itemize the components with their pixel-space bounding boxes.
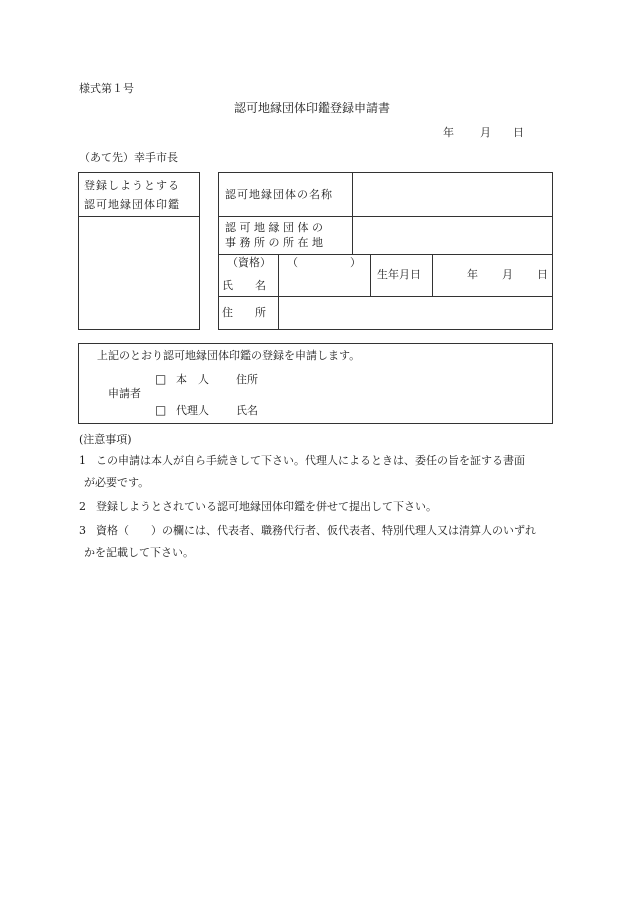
office-address-field[interactable] bbox=[353, 217, 552, 254]
addressee: （あて先）幸手市長 bbox=[79, 151, 178, 164]
note-2-line1: 登録しようとされている認可地縁団体印鑑を併せて提出して下さい。 bbox=[96, 500, 437, 513]
seal-label-line1: 登録しようとする bbox=[84, 179, 180, 192]
document-title: 認可地縁団体印鑑登録申請書 bbox=[234, 101, 391, 115]
person-name-field[interactable] bbox=[280, 272, 369, 295]
address-label: 住 所 bbox=[222, 306, 266, 319]
table-line-2 bbox=[218, 254, 553, 255]
note-1-number: 1 bbox=[79, 454, 86, 467]
person-name-label: 氏 名 bbox=[222, 279, 266, 292]
checkbox-self[interactable]: □ bbox=[155, 372, 167, 386]
applicant-name-label: 氏名 bbox=[236, 404, 258, 417]
qualification-field[interactable] bbox=[298, 256, 346, 270]
seal-stamp-area[interactable] bbox=[79, 217, 199, 329]
option-self-label: 本 人 bbox=[176, 373, 209, 386]
birth-year-label: 年 bbox=[467, 268, 478, 281]
office-label-line2: 事 務 所 の 所 在 地 bbox=[225, 236, 323, 249]
notes-heading: (注意事項) bbox=[79, 433, 132, 446]
qualification-paren-close: ） bbox=[350, 256, 361, 269]
note-3-line2: かを記載して下さい。 bbox=[84, 546, 194, 559]
note-3-number: 3 bbox=[79, 524, 86, 537]
group-name-field[interactable] bbox=[353, 173, 552, 216]
group-name-label: 認可地縁団体の名称 bbox=[225, 188, 333, 201]
table-vline-person bbox=[278, 254, 279, 330]
applicant-address-label: 住所 bbox=[236, 373, 258, 386]
option-agent-label: 代理人 bbox=[176, 404, 209, 417]
qualification-paren-open: （ bbox=[287, 256, 298, 269]
table-vline-birth-value bbox=[432, 254, 433, 296]
qualification-label: （資格） bbox=[227, 256, 271, 269]
address-field[interactable] bbox=[280, 298, 552, 329]
office-label-line1: 認 可 地 縁 団 体 の bbox=[225, 221, 323, 234]
note-1-line1: この申請は本人が自ら手続きして下さい。代理人によるときは、委任の旨を証する書面 bbox=[96, 454, 525, 467]
applicant-name-field[interactable] bbox=[262, 401, 542, 419]
table-line-3 bbox=[218, 296, 553, 297]
applicant-label: 申請者 bbox=[108, 387, 141, 400]
application-statement: 上記のとおり認可地縁団体印鑑の登録を申請します。 bbox=[97, 349, 361, 362]
applicant-address-field[interactable] bbox=[262, 370, 542, 388]
seal-label-line2: 認可地縁団体印鑑 bbox=[84, 198, 180, 211]
date-month-label: 月 bbox=[480, 126, 491, 139]
checkbox-agent[interactable]: □ bbox=[155, 403, 167, 417]
note-3-line1: 資格（ ）の欄には、代表者、職務代行者、仮代表者、特別代理人又は清算人のいずれ bbox=[96, 524, 536, 537]
date-year-label: 年 bbox=[443, 126, 454, 139]
birth-day-label: 日 bbox=[537, 268, 548, 281]
birthdate-label: 生年月日 bbox=[377, 268, 421, 281]
form-number: 様式第１号 bbox=[79, 82, 134, 95]
birth-month-label: 月 bbox=[502, 268, 513, 281]
date-day-label: 日 bbox=[513, 126, 524, 139]
note-2-number: 2 bbox=[79, 500, 86, 513]
birthdate-field[interactable] bbox=[434, 256, 552, 295]
note-1-line2: が必要です。 bbox=[84, 476, 150, 489]
table-vline-birth-label bbox=[370, 254, 371, 296]
